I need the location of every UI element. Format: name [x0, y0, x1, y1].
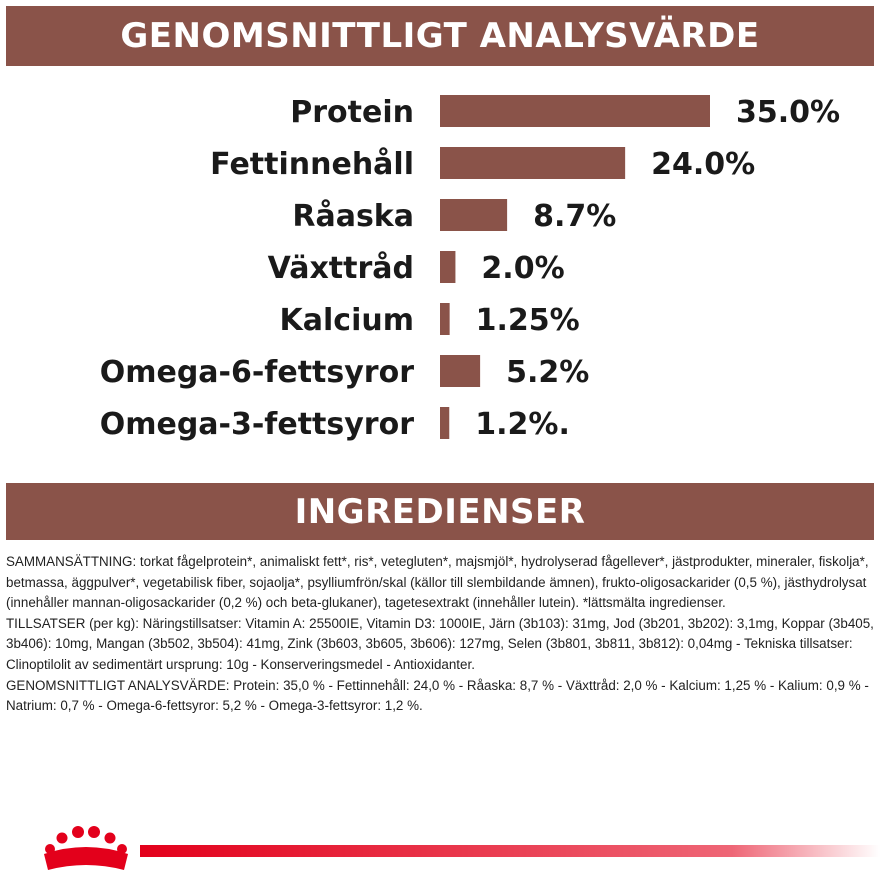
bar — [440, 95, 710, 127]
bar — [440, 199, 507, 231]
value-label: 1.25% — [475, 303, 580, 338]
additives-paragraph: TILLSATSER (per kg): Näringstillsatser: Vitamin A: 25500IE, Vitamin D3: 1000IE, Järn (3b103): 31mg, Jod (3b201, 3b202): 3,1mg, Koppar (3b405, 3b406): 10mg, Mangan (3b502, 3b504): 41mg, Zink (3b603, 3b605, 3b606): 127mg, Selen (3b801, 3b811, 3b812): 0,04mg - Tekniska tillsatser: Clinoptilolit av sedimentärt ursprung: 10g - Konserveringsmedel - Antioxidanter. — [6, 615, 874, 672]
value-label: 5.2% — [506, 355, 590, 390]
composition-paragraph: SAMMANSÄTTNING: torkat fågelprotein*, animaliskt fett*, ris*, vetegluten*, majsmjöl*, hydrolyserad fågellever*, jästprodukter, mineraler, fiskolja*, betmassa, äggpulver*, vegetabilisk fiber, sojaolja*, psylliumfrön/skal (källor till slembildande ämnen), frukto-oligosackarider (0,5 %), jästhydrolysat (innehåller mannan-oligosackarider (0,2 %) och beta-glukaner), tagetesextrakt (innehåller lutein). *lättsmälta ingredienser. — [6, 554, 869, 611]
bar — [440, 355, 480, 387]
value-label: 8.7% — [533, 199, 617, 234]
ingredients-banner — [6, 483, 874, 540]
category-label: Omega-6-fettsyror — [99, 355, 414, 390]
analysis-bar-chart — [0, 80, 880, 450]
category-label: Omega-3-fettsyror — [99, 407, 414, 442]
bar — [440, 147, 625, 179]
ingredients-text — [6, 552, 874, 717]
value-label: 24.0% — [651, 147, 756, 182]
category-label: Protein — [290, 95, 414, 130]
category-label: Råaska — [292, 199, 414, 234]
category-label: Kalcium — [279, 303, 414, 338]
category-label: Fettinnehåll — [210, 147, 414, 182]
category-label: Växttråd — [267, 251, 414, 286]
analysis-banner — [6, 6, 874, 66]
analysis-paragraph: GENOMSNITTLIGT ANALYSVÄRDE: Protein: 35,0 % - Fettinnehåll: 24,0 % - Råaska: 8,7 % - Växttråd: 2,0 % - Kalcium: 1,25 % - Kalium: 0,9 % - Natrium: 0,7 % - Omega-6-fettsyror: 5,2 % - Omega-3-fettsyror: 1,2 %. — [6, 677, 869, 714]
value-label: 35.0% — [736, 95, 841, 130]
footer-strip — [0, 812, 880, 880]
footer-red-line — [140, 845, 880, 857]
bar — [440, 251, 455, 283]
value-label: 1.2%. — [475, 407, 570, 442]
bar — [440, 407, 449, 439]
ingredients-title: INGREDIENSER — [294, 491, 586, 532]
crown-icon — [44, 826, 128, 870]
bar — [440, 303, 450, 335]
value-label: 2.0% — [481, 251, 565, 286]
analysis-title: GENOMSNITTLIGT ANALYSVÄRDE — [120, 16, 760, 56]
